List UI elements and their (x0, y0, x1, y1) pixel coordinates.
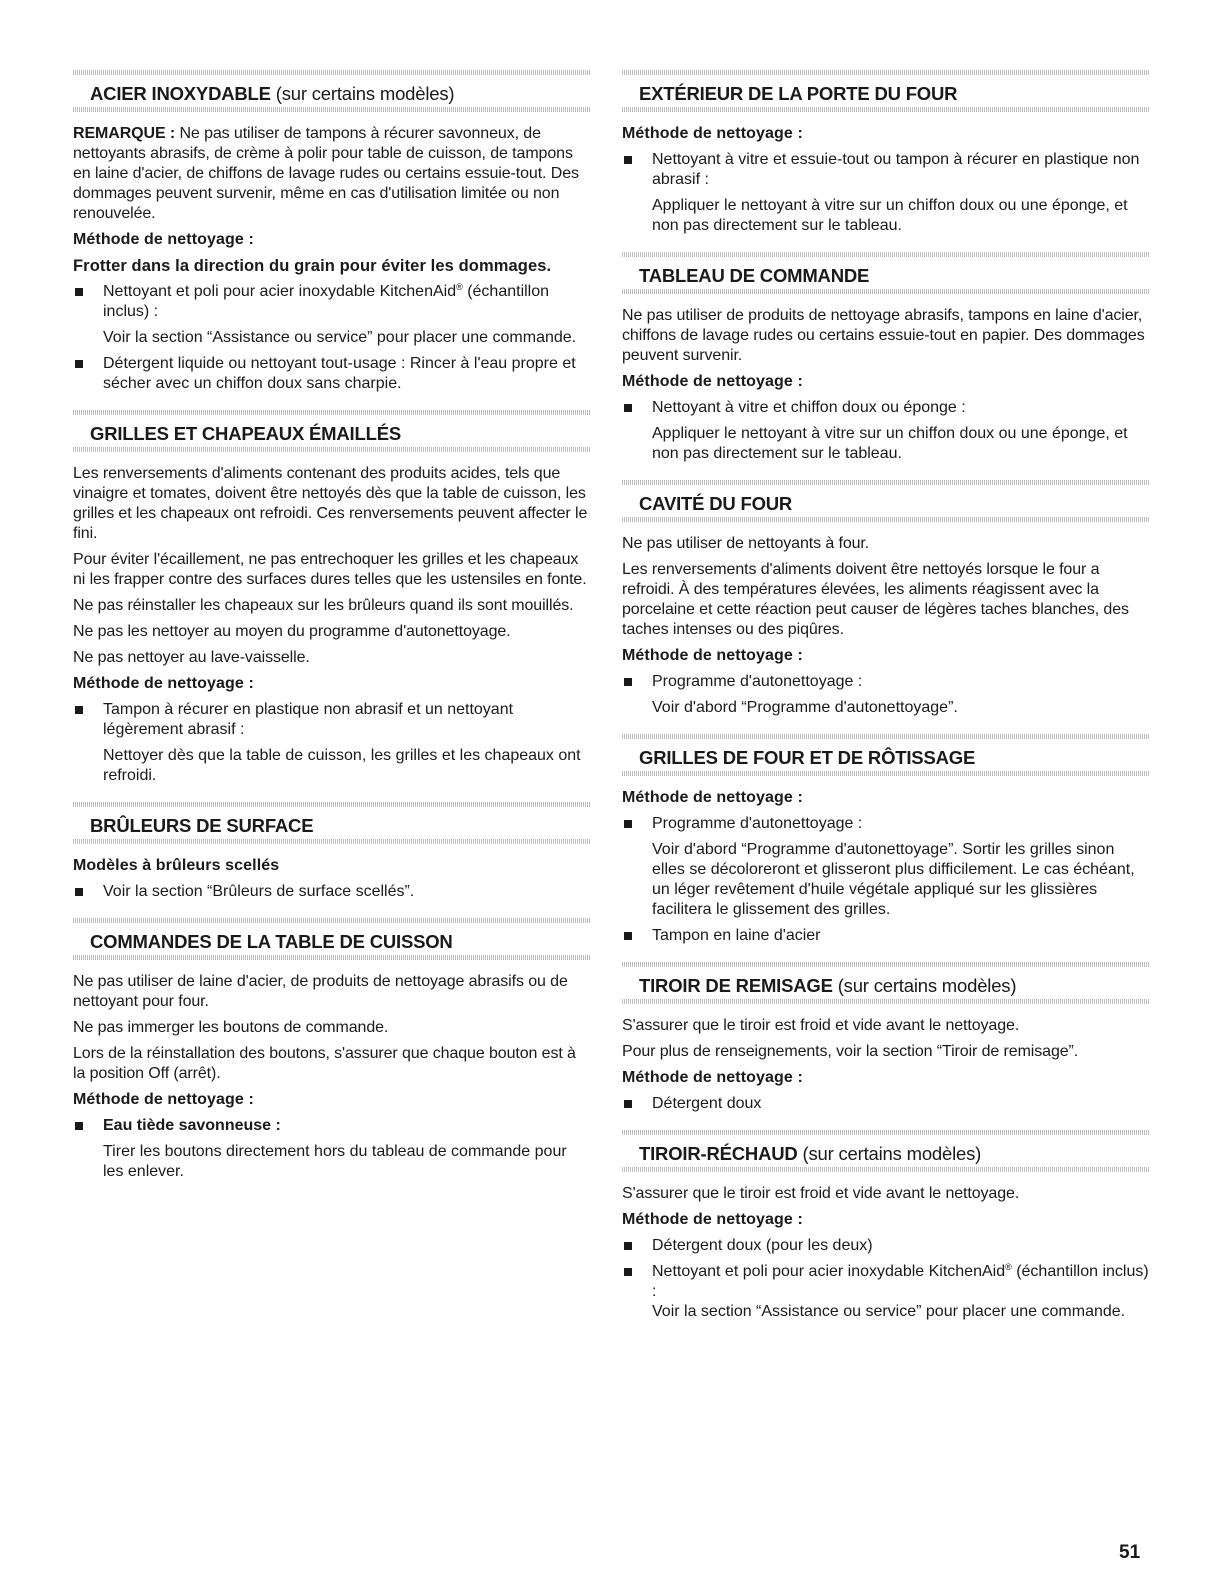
instruction-heading: Frotter dans la direction du grain pour éviter les dommages. (73, 257, 552, 275)
list-item: Détergent doux (pour les deux) (622, 1236, 1150, 1256)
section-body-tiroir-remisage (622, 1004, 1150, 1114)
method-heading: Méthode de nettoyage : (622, 789, 803, 806)
bullet-square-icon (75, 888, 83, 896)
section-header-bruleurs (73, 802, 590, 844)
bullet-square-icon (624, 820, 632, 828)
section-title: CAVITÉ DU FOUR (639, 493, 793, 514)
indented-text: Voir d'abord “Programme d'autonettoyage”. (652, 699, 958, 716)
section-header-tableau (622, 252, 1150, 294)
section-title: TIROIR-RÉCHAUD (sur certains modèles) (639, 1143, 982, 1164)
list-item: Voir la section “Brûleurs de surface scellés”. (73, 882, 590, 902)
bullet-square-icon (75, 360, 83, 368)
paragraph: Ne pas utiliser de nettoyants à four. (622, 535, 870, 552)
bullet-square-icon (624, 1100, 632, 1108)
paragraph: Pour éviter l'écaillement, ne pas entrechoquer les grilles et les chapeaux ni les frapper contre des surfaces dures telles que les ustensiles en fonte. (73, 551, 587, 588)
right-column (622, 70, 1150, 1328)
list-item: Programme d'autonettoyage : (622, 672, 1150, 692)
bullet-square-icon (624, 156, 632, 164)
section-body-cavite (622, 522, 1150, 718)
bullet-square-icon (624, 932, 632, 940)
section-header-exterieur (622, 70, 1150, 112)
paragraph: Ne pas immerger les boutons de commande. (73, 1019, 389, 1036)
list-item: Eau tiède savonneuse : (73, 1116, 590, 1136)
section-body-bruleurs (73, 844, 590, 902)
method-heading: Méthode de nettoyage : (73, 675, 254, 692)
list-item: Tampon à récurer en plastique non abrasif et un nettoyant légèrement abrasif : (73, 700, 590, 740)
section-title: TABLEAU DE COMMANDE (639, 265, 870, 286)
indented-text: Nettoyer dès que la table de cuisson, les grilles et les chapeaux ont refroidi. (103, 747, 581, 784)
bullet-square-icon (624, 1268, 632, 1276)
paragraph: Les renversements d'aliments contenant des produits acides, tels que vinaigre et tomates, doivent être nettoyés dès que la table de cuisson, les grilles et les chapeaux ont refroidi. Ces renversements peuvent affecter le fini. (73, 465, 588, 542)
list-item: Programme d'autonettoyage : (622, 814, 1150, 834)
bullet-square-icon (624, 404, 632, 412)
method-heading: Méthode de nettoyage : (622, 373, 803, 390)
method-heading: Méthode de nettoyage : (622, 125, 803, 142)
section-header-tiroir-remisage (622, 962, 1150, 1004)
page-number: 51 (1119, 1542, 1141, 1563)
section-body-tableau (622, 294, 1150, 464)
list-item: Nettoyant et poli pour acier inoxydable KitchenAid® (échantillon inclus) : Voir la section “Assistance ou service” pour placer une commande. (622, 1262, 1150, 1322)
paragraph: Ne pas réinstaller les chapeaux sur les brûleurs quand ils sont mouillés. (73, 597, 574, 614)
section-title: GRILLES ET CHAPEAUX ÉMAILLÉS (90, 423, 401, 444)
section-title: COMMANDES DE LA TABLE DE CUISSON (90, 931, 453, 952)
indented-text: Tirer les boutons directement hors du tableau de commande pour les enlever. (103, 1143, 567, 1180)
indented-text: Appliquer le nettoyant à vitre sur un chiffon doux ou une éponge, et non pas directement sur le tableau. (652, 197, 1128, 234)
list-item: Nettoyant à vitre et chiffon doux ou éponge : (622, 398, 1150, 418)
paragraph: Ne pas utiliser de produits de nettoyage abrasifs, tampons en laine d'acier, chiffons de lavage rudes ou certains essuie-tout en papier. Des dommages peuvent survenir. (622, 307, 1145, 364)
section-title: EXTÉRIEUR DE LA PORTE DU FOUR (639, 83, 958, 104)
paragraph: Ne pas nettoyer au lave-vaisselle. (73, 649, 310, 666)
bullet-square-icon (624, 1242, 632, 1250)
sub-heading: Modèles à brûleurs scellés (73, 857, 280, 874)
list-item: Nettoyant et poli pour acier inoxydable KitchenAid® (échantillon inclus) : (73, 282, 590, 322)
list-item: Détergent liquide ou nettoyant tout-usage : Rincer à l'eau propre et sécher avec un chiffon doux sans charpie. (73, 354, 590, 394)
method-heading: Méthode de nettoyage : (622, 647, 803, 664)
method-heading: Méthode de nettoyage : (622, 1069, 803, 1086)
paragraph: S'assurer que le tiroir est froid et vide avant le nettoyage. (622, 1185, 1020, 1202)
section-title: TIROIR DE REMISAGE (sur certains modèles) (639, 975, 1017, 996)
section-title: BRÛLEURS DE SURFACE (90, 815, 314, 836)
section-header-acier (73, 70, 590, 112)
method-heading: Méthode de nettoyage : (73, 231, 254, 248)
paragraph: Pour plus de renseignements, voir la section “Tiroir de remisage”. (622, 1043, 1079, 1060)
indented-text: Voir la section “Assistance ou service” pour placer une commande. (103, 329, 577, 346)
remarque-paragraph: REMARQUE : Ne pas utiliser de tampons à récurer savonneux, de nettoyants abrasifs, de crème à polir pour table de cuisson, de tampons en laine d'acier, de chiffons de lavage rudes ou certains essuie-tout. Des dommages peuvent survenir, même en cas d'utilisation limitée ou non renouvelée. (73, 125, 579, 222)
section-header-cavite (622, 480, 1150, 522)
bullet-square-icon (75, 288, 83, 296)
bullet-square-icon (624, 678, 632, 686)
bullet-square-icon (75, 1122, 83, 1130)
paragraph: Ne pas utiliser de laine d'acier, de produits de nettoyage abrasifs ou de nettoyant pour four. (73, 973, 568, 1010)
section-title: GRILLES DE FOUR ET DE RÔTISSAGE (639, 747, 976, 768)
section-header-commandes (73, 918, 590, 960)
section-body-tiroir-rechaud (622, 1172, 1150, 1322)
section-header-grilles-four (622, 734, 1150, 776)
section-body-grilles-four (622, 776, 1150, 946)
section-title: ACIER INOXYDABLE (sur certains modèles) (90, 83, 455, 104)
indented-text: Voir d'abord “Programme d'autonettoyage”. Sortir les grilles sinon elles se décoloreront et glisseront plus difficilement. Le cas échéant, un léger revêtement d'huile végétale appliqué sur les glissières facilitera le glissement des grilles. (652, 841, 1135, 918)
indented-text: Appliquer le nettoyant à vitre sur un chiffon doux ou une éponge, et non pas directement sur le tableau. (652, 425, 1128, 462)
paragraph: S'assurer que le tiroir est froid et vide avant le nettoyage. (622, 1017, 1020, 1034)
paragraph: Les renversements d'aliments doivent être nettoyés lorsque le four a refroidi. À des températures élevées, les aliments réagissent avec la porcelaine et cette réaction peut causer de légères taches blanches, des taches intenses ou des piqûres. (622, 561, 1129, 638)
list-item: Tampon en laine d'acier (622, 926, 1150, 946)
list-item: Nettoyant à vitre et essuie-tout ou tampon à récurer en plastique non abrasif : (622, 150, 1150, 190)
section-header-grilles (73, 410, 590, 452)
paragraph: Ne pas les nettoyer au moyen du programme d'autonettoyage. (73, 623, 511, 640)
section-body-grilles (73, 452, 590, 786)
paragraph: Lors de la réinstallation des boutons, s'assurer que chaque bouton est à la position Off (arrêt). (73, 1045, 576, 1082)
list-item: Détergent doux (622, 1094, 1150, 1114)
bullet-square-icon (75, 706, 83, 714)
section-body-acier (73, 112, 590, 394)
section-header-tiroir-rechaud (622, 1130, 1150, 1172)
section-body-exterieur (622, 112, 1150, 236)
method-heading: Méthode de nettoyage : (622, 1211, 803, 1228)
left-column (73, 70, 590, 1188)
method-heading: Méthode de nettoyage : (73, 1091, 254, 1108)
section-body-commandes (73, 960, 590, 1182)
